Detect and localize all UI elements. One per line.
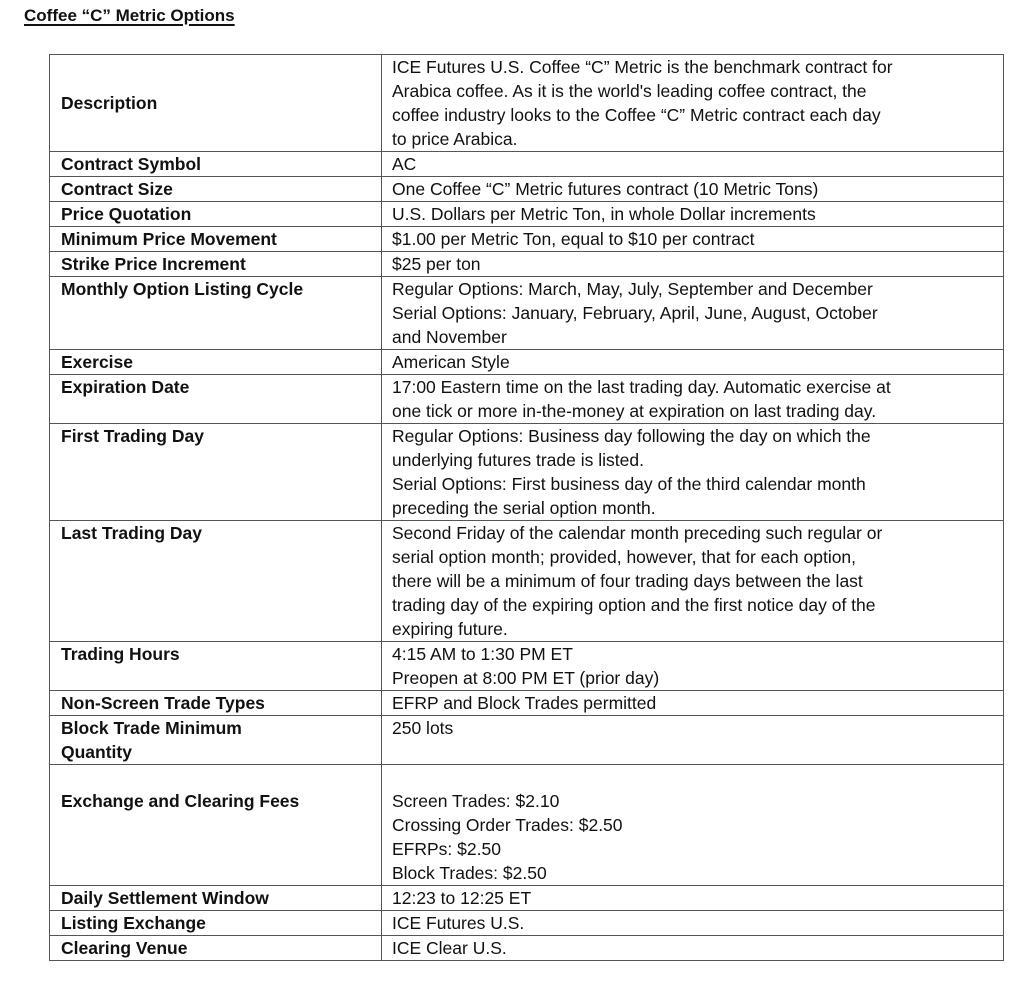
- value-line: 17:00 Eastern time on the last trading day. Automatic exercise at: [392, 377, 891, 397]
- value-line: Serial Options: January, February, April, June, August, October: [392, 303, 878, 323]
- value-line: $25 per ton: [392, 254, 481, 274]
- table-row-daily-settlement-window: [50, 886, 1004, 911]
- row-value: [382, 227, 1004, 252]
- blank-line: [392, 765, 997, 789]
- row-label: [50, 765, 382, 886]
- value-line: American Style: [392, 352, 510, 372]
- value-line: 250 lots: [392, 718, 454, 738]
- value-line: Preopen at 8:00 PM ET (prior day): [392, 668, 660, 688]
- value-line: coffee industry looks to the Coffee “C” Metric contract each day: [392, 105, 881, 125]
- row-value: [382, 911, 1004, 936]
- value-line: EFRP and Block Trades permitted: [392, 693, 657, 713]
- value-line: AC: [392, 154, 417, 174]
- row-value: [382, 765, 1004, 886]
- value-line: Arabica coffee. As it is the world's leading coffee contract, the: [392, 81, 867, 101]
- table-row-listing-exchange: [50, 911, 1004, 936]
- value-line: expiring future.: [392, 619, 508, 639]
- row-value: [382, 716, 1004, 765]
- row-label: Trading Hours: [50, 642, 382, 691]
- value-line: there will be a minimum of four trading days between the last: [392, 571, 863, 591]
- row-value: [382, 277, 1004, 350]
- row-label: Contract Symbol: [50, 152, 382, 177]
- table-row-non-screen-trade-types: [50, 691, 1004, 716]
- table-row-first-trading-day: [50, 424, 1004, 521]
- table-row-expiration-date: [50, 375, 1004, 424]
- row-value: [382, 350, 1004, 375]
- label-line: Quantity: [61, 742, 132, 762]
- row-value: [382, 152, 1004, 177]
- value-line: underlying futures trade is listed.: [392, 450, 644, 470]
- row-value: [382, 886, 1004, 911]
- value-line: Serial Options: First business day of the third calendar month: [392, 474, 866, 494]
- value-line: one tick or more in-the-money at expiration on last trading day.: [392, 401, 877, 421]
- row-label: Expiration Date: [50, 375, 382, 424]
- value-line: Screen Trades: $2.10: [392, 791, 560, 811]
- contract-specs-table: [49, 54, 1004, 961]
- value-line: serial option month; provided, however, that for each option,: [392, 547, 857, 567]
- row-value: [382, 177, 1004, 202]
- value-line: ICE Clear U.S.: [392, 938, 507, 958]
- value-line: U.S. Dollars per Metric Ton, in whole Dollar increments: [392, 204, 816, 224]
- row-value: [382, 936, 1004, 961]
- label-line: Block Trade Minimum: [61, 718, 242, 738]
- table-row-description: [50, 55, 1004, 152]
- row-value: [382, 691, 1004, 716]
- row-value: [382, 521, 1004, 642]
- row-label: Price Quotation: [50, 202, 382, 227]
- row-label: First Trading Day: [50, 424, 382, 521]
- value-line: and November: [392, 327, 507, 347]
- value-line: EFRPs: $2.50: [392, 839, 501, 859]
- table-row-block-trade-minimum: [50, 716, 1004, 765]
- table-row-strike-price-increment: [50, 252, 1004, 277]
- row-label: Exercise: [50, 350, 382, 375]
- table-row-listing-cycle: [50, 277, 1004, 350]
- table-row-minimum-price-movement: [50, 227, 1004, 252]
- table-row-exchange-clearing-fees: [50, 765, 1004, 886]
- table-row-exercise: [50, 350, 1004, 375]
- row-label: Contract Size: [50, 177, 382, 202]
- row-label: Daily Settlement Window: [50, 886, 382, 911]
- row-value: [382, 55, 1004, 152]
- row-value: [382, 642, 1004, 691]
- value-line: trading day of the expiring option and the first notice day of the: [392, 595, 876, 615]
- value-line: Crossing Order Trades: $2.50: [392, 815, 623, 835]
- value-line: Block Trades: $2.50: [392, 863, 547, 883]
- row-value: [382, 375, 1004, 424]
- value-line: ICE Futures U.S. Coffee “C” Metric is the benchmark contract for: [392, 57, 893, 77]
- row-label: [50, 716, 382, 765]
- table-row-last-trading-day: [50, 521, 1004, 642]
- value-line: preceding the serial option month.: [392, 498, 656, 518]
- table-row-clearing-venue: [50, 936, 1004, 961]
- row-label: Non-Screen Trade Types: [50, 691, 382, 716]
- row-label: Description: [50, 55, 382, 152]
- value-line: Regular Options: March, May, July, September and December: [392, 279, 873, 299]
- value-line: to price Arabica.: [392, 129, 518, 149]
- row-label: Minimum Price Movement: [50, 227, 382, 252]
- value-line: One Coffee “C” Metric futures contract (10 Metric Tons): [392, 179, 819, 199]
- table-row-price-quotation: [50, 202, 1004, 227]
- row-value: [382, 424, 1004, 521]
- table-row-contract-symbol: [50, 152, 1004, 177]
- value-line: Second Friday of the calendar month preceding such regular or: [392, 523, 883, 543]
- value-line: 12:23 to 12:25 ET: [392, 888, 532, 908]
- value-line: Regular Options: Business day following the day on which the: [392, 426, 871, 446]
- value-line: $1.00 per Metric Ton, equal to $10 per contract: [392, 229, 755, 249]
- label-line: Exchange and Clearing Fees: [61, 791, 300, 811]
- row-label: Clearing Venue: [50, 936, 382, 961]
- row-label: Listing Exchange: [50, 911, 382, 936]
- table-row-trading-hours: [50, 642, 1004, 691]
- row-label: Monthly Option Listing Cycle: [50, 277, 382, 350]
- row-label: Strike Price Increment: [50, 252, 382, 277]
- value-line: ICE Futures U.S.: [392, 913, 525, 933]
- row-value: [382, 252, 1004, 277]
- row-value: [382, 202, 1004, 227]
- value-line: 4:15 AM to 1:30 PM ET: [392, 644, 573, 664]
- row-label: Last Trading Day: [50, 521, 382, 642]
- table-row-contract-size: [50, 177, 1004, 202]
- document-title: Coffee “C” Metric Options: [24, 6, 235, 25]
